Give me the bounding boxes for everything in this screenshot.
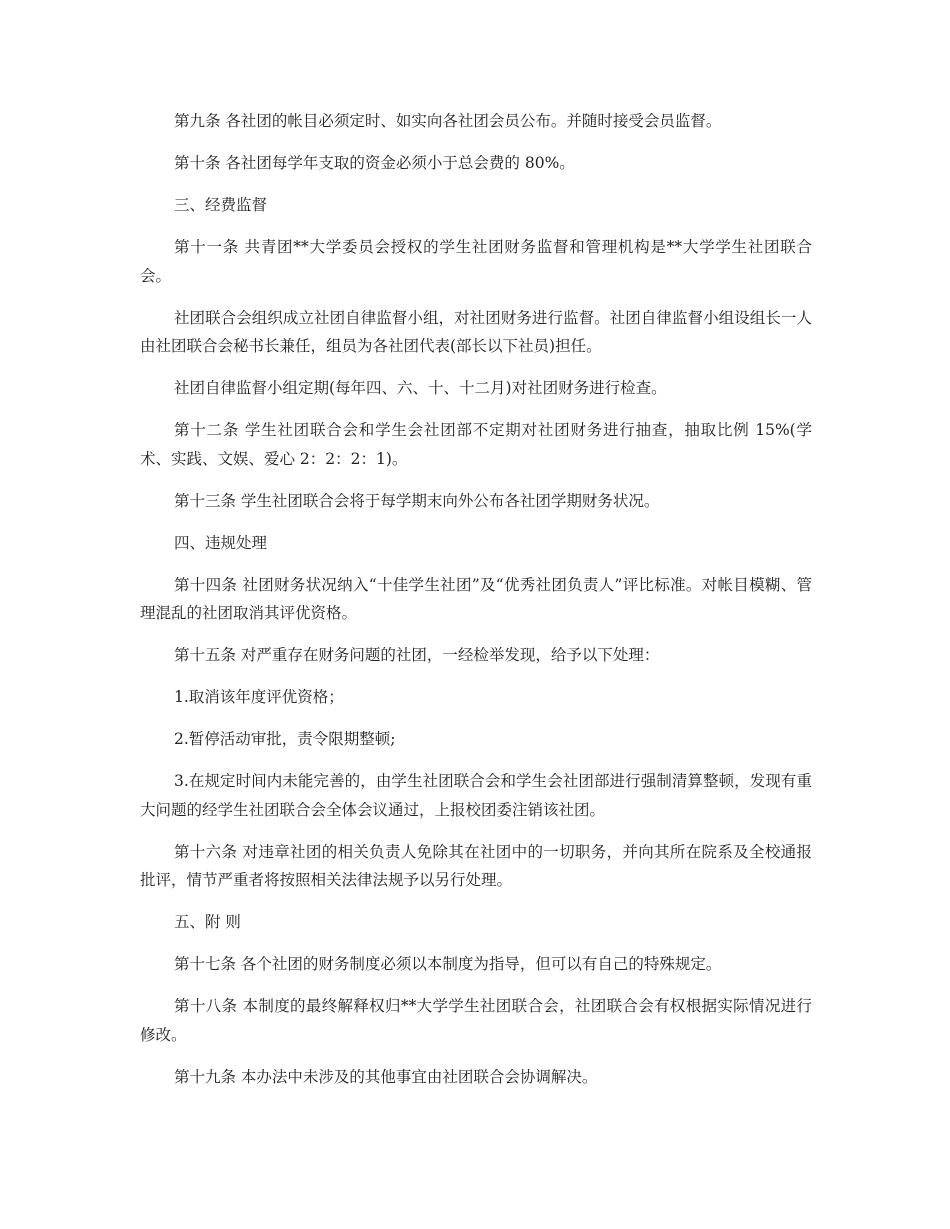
article-11-paragraph-2: 社团联合会组织成立社团自律监督小组，对社团财务进行监督。社团自律监督小组设组长一人由社团联合会秘书长兼任，组员为各社团代表(部长以下社员)担任。	[140, 308, 812, 355]
article-11: 第十一条 共青团**大学委员会授权的学生社团财务监督和管理机构是**大学学生社团联合会。	[140, 238, 812, 285]
article-16: 第十六条 对违章社团的相关负责人免除其在社团中的一切职务，并向其所在院系及全校通报批评，情节严重者将按照相关法律法规予以另行处理。	[140, 842, 812, 889]
article-15-item-3: 3.在规定时间内未能完善的，由学生社团联合会和学生会社团部进行强制清算整顿，发现有重大问题的经学生社团联合会全体会议通过，上报校团委注销该社团。	[140, 772, 812, 819]
article-11-paragraph-3: 社团自律监督小组定期(每年四、六、十、十二月)对社团财务进行检查。	[174, 379, 667, 397]
article-15: 第十五条 对严重存在财务问题的社团，一经检举发现，给予以下处理：	[174, 646, 660, 664]
article-14: 第十四条 社团财务状况纳入“十佳学生社团”及“优秀社团负责人”评比标准。对帐目模糊、管理混乱的社团取消其评优资格。	[140, 575, 812, 622]
article-15-item-2: 2.暂停活动审批，责令限期整顿;	[174, 730, 396, 748]
article-17: 第十七条 各个社团的财务制度必须以本制度为指导，但可以有自己的特殊规定。	[174, 955, 722, 973]
section-heading-violations: 四、违规处理	[174, 533, 268, 552]
section-heading-supervision: 三、经费监督	[174, 196, 268, 214]
article-15-item-1: 1.取消该年度评优资格；	[174, 688, 344, 706]
section-heading-supplementary: 五、附 则	[174, 913, 241, 931]
article-19: 第十九条 本办法中未涉及的其他事宜由社团联合会协调解决。	[174, 1067, 598, 1086]
document-page	[140, 107, 812, 1105]
article-9: 第九条 各社团的帐目必须定时、如实向各社团会员公布。并随时接受会员监督。	[174, 112, 722, 130]
article-18: 第十八条 本制度的最终解释权归**大学学生社团联合会，社团联合会有权根据实际情况进行修改。	[140, 997, 812, 1044]
article-13: 第十三条 学生社团联合会将于每学期末向外公布各社团学期财务状况。	[174, 491, 660, 510]
article-10: 第十条 各社团每学年支取的资金必须小于总会费的 80%。	[174, 154, 575, 172]
article-12: 第十二条 学生社团联合会和学生会社团部不定期对社团财务进行抽查，抽取比例 15%(学术、实践、文娱、爱心 2：2：2：1)。	[140, 421, 812, 468]
